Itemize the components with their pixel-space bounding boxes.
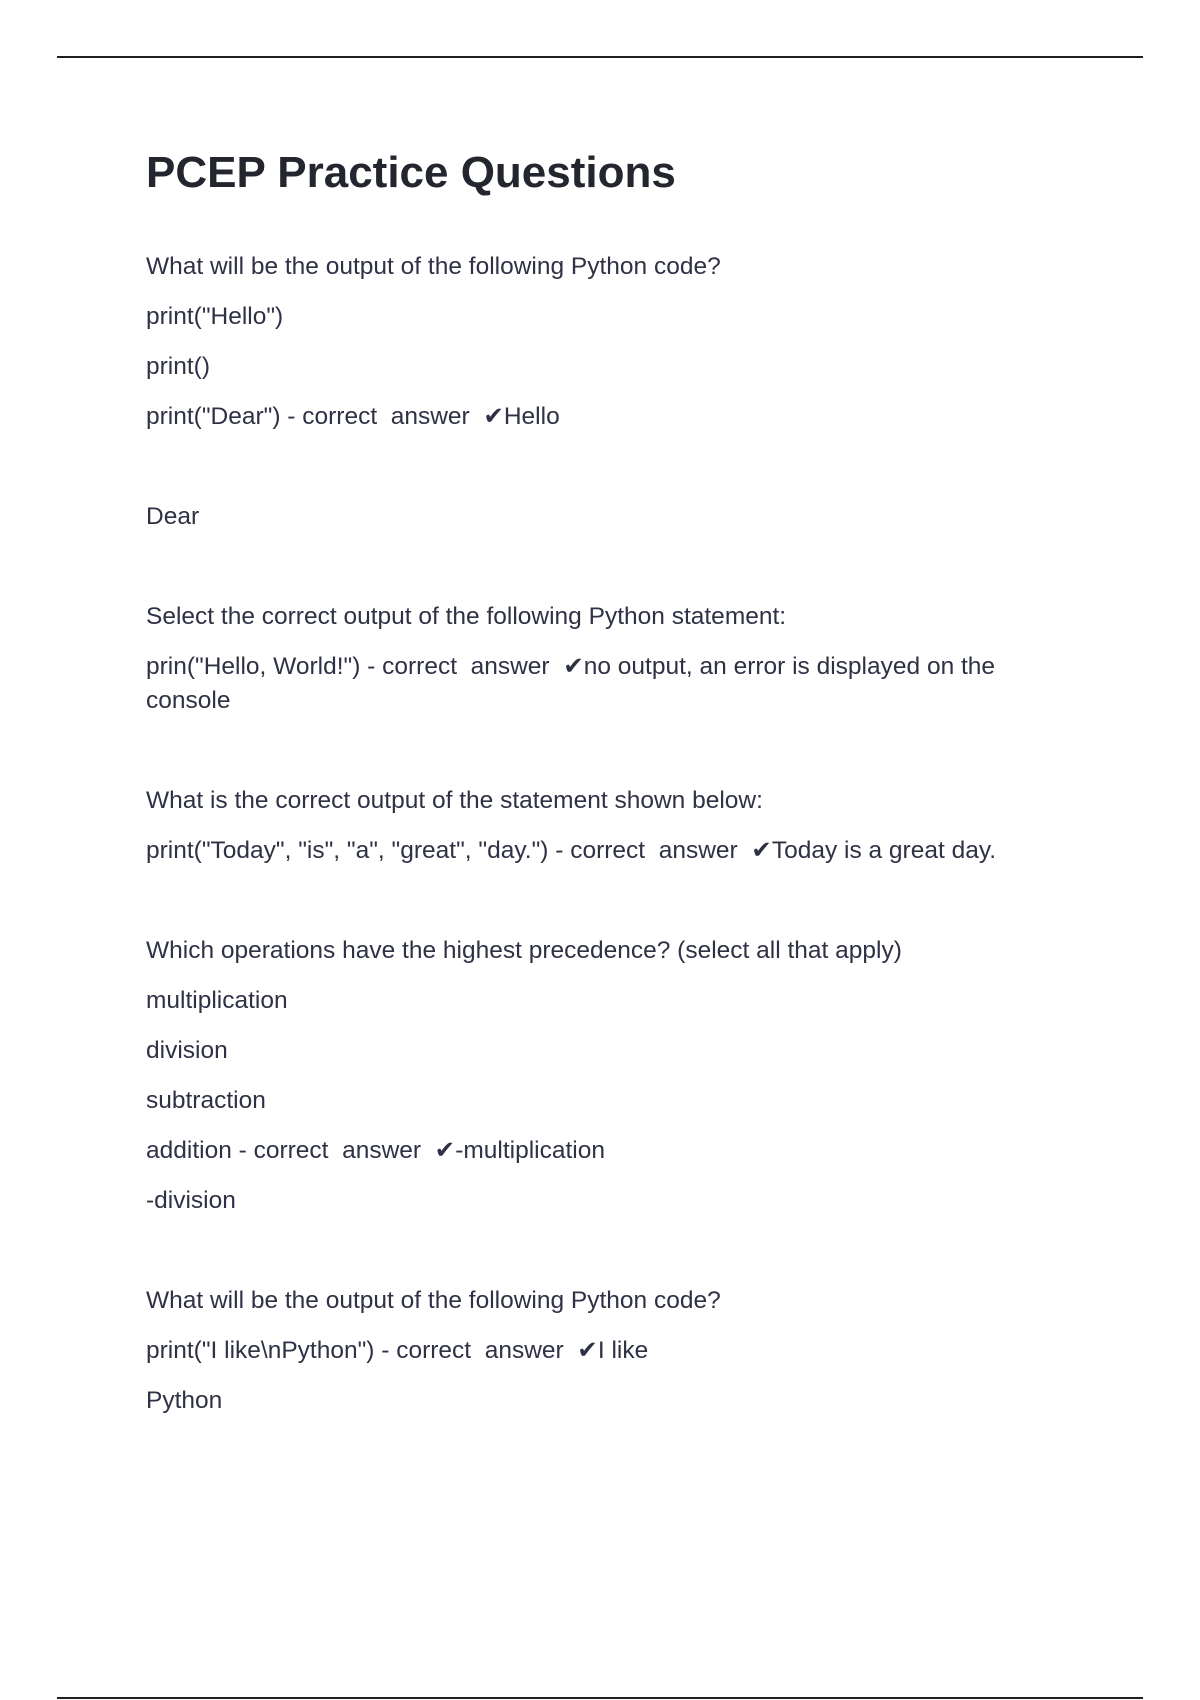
question-block xyxy=(146,1284,1046,1418)
answer-line: Python xyxy=(146,1387,223,1414)
question-text: What will be the output of the following Python code? xyxy=(146,253,721,280)
code-line: print("Hello") xyxy=(146,303,284,330)
bottom-rule xyxy=(57,1697,1143,1699)
answer-line: print("Dear") - correct answer ✔Hello xyxy=(146,403,560,430)
answer-line: prin("Hello, World!") - correct answer ✔no output, an error is displayed on the console xyxy=(146,653,1002,714)
block-spacer xyxy=(146,550,1046,600)
code-line: print() xyxy=(146,353,210,380)
answer-line: print("I like\nPython") - correct answer ✔I like xyxy=(146,1337,649,1364)
block-spacer xyxy=(146,884,1046,934)
block-spacer xyxy=(146,1234,1046,1284)
page-title: PCEP Practice Questions xyxy=(146,148,676,197)
answer-line: -division xyxy=(146,1187,236,1214)
question-text: Select the correct output of the following Python statement: xyxy=(146,603,787,630)
answer-line: Dear xyxy=(146,503,200,530)
block-spacer xyxy=(146,734,1046,784)
document-body xyxy=(146,140,1046,1434)
question-block xyxy=(146,250,1046,534)
question-block xyxy=(146,784,1046,868)
question-text: Which operations have the highest precedence? (select all that apply) xyxy=(146,937,902,964)
option-line: multiplication xyxy=(146,987,288,1014)
top-rule xyxy=(57,56,1143,58)
option-line: subtraction xyxy=(146,1087,266,1114)
answer-line: print("Today", "is", "a", "great", "day.") - correct answer ✔Today is a great day. xyxy=(146,837,997,864)
question-text: What is the correct output of the statement shown below: xyxy=(146,787,763,814)
question-block xyxy=(146,934,1046,1218)
option-line: division xyxy=(146,1037,228,1064)
question-block xyxy=(146,600,1046,718)
answer-line: addition - correct answer ✔-multiplication xyxy=(146,1137,605,1164)
blank-line xyxy=(146,450,1046,500)
question-text: What will be the output of the following Python code? xyxy=(146,1287,721,1314)
